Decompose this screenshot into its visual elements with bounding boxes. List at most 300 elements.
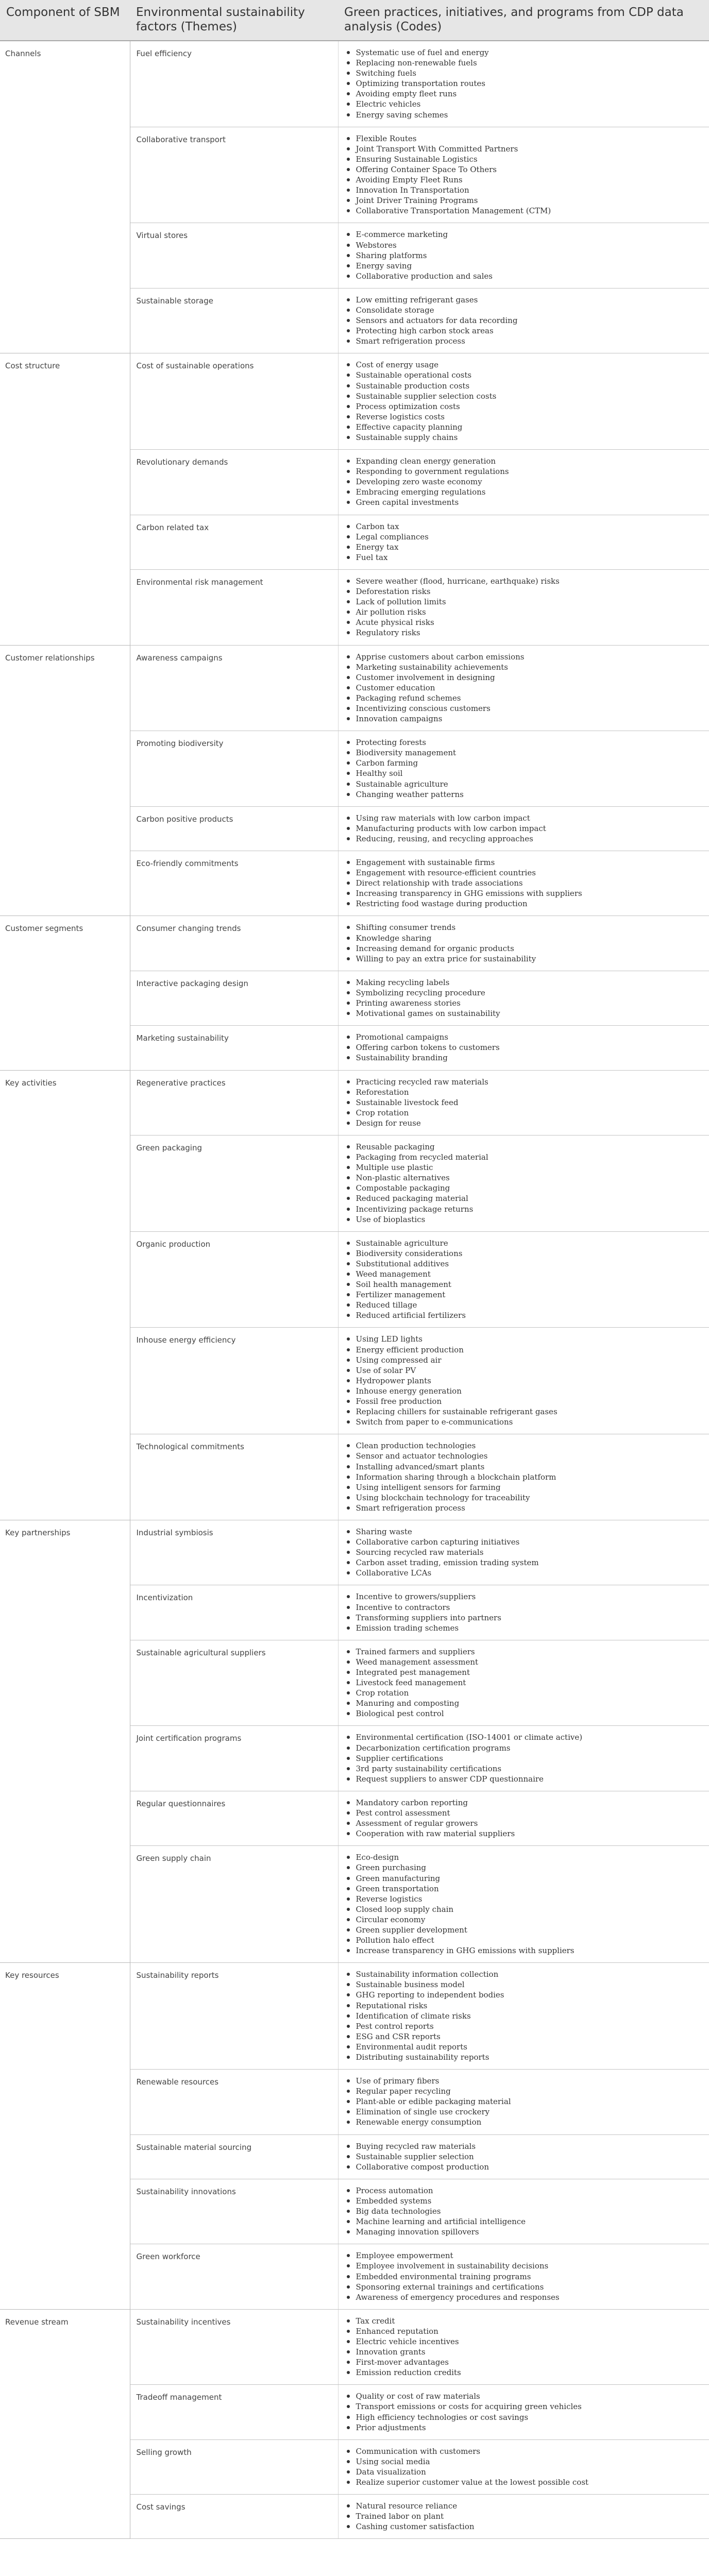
- component-cell: Revenue stream: [0, 2309, 130, 2539]
- code-item: Legal compliances: [345, 532, 704, 542]
- code-item: Webstores: [345, 240, 704, 250]
- code-item: Sensor and actuator technologies: [345, 1451, 704, 1461]
- code-item: Energy saving schemes: [345, 110, 704, 120]
- code-item: Eco-design: [345, 1852, 704, 1862]
- code-item: Green transportation: [345, 1884, 704, 1894]
- code-item: Optimizing transportation routes: [345, 78, 704, 89]
- code-item: Avoiding Empty Fleet Runs: [345, 175, 704, 185]
- codes-list: [345, 652, 704, 724]
- codes-cell: [338, 916, 709, 971]
- code-item: Sustainable business model: [345, 1979, 704, 1990]
- code-item: Direct relationship with trade associations: [345, 878, 704, 888]
- code-item: Biological pest control: [345, 1708, 704, 1719]
- header-themes: Environmental sustainability factors (Themes): [130, 0, 338, 41]
- code-item: Information sharing through a blockchain platform: [345, 1472, 704, 1482]
- codes-cell: [338, 2439, 709, 2494]
- codes-list: [345, 1238, 704, 1321]
- code-item: Biodiversity considerations: [345, 1248, 704, 1259]
- code-item: Integrated pest management: [345, 1667, 704, 1677]
- code-item: Sustainable operational costs: [345, 370, 704, 380]
- code-item: Tax credit: [345, 2316, 704, 2326]
- code-item: Managing innovation spillovers: [345, 2227, 704, 2237]
- codes-list: [345, 813, 704, 844]
- codes-cell: [338, 1640, 709, 1726]
- code-item: Printing awareness stories: [345, 998, 704, 1008]
- codes-list: [345, 2446, 704, 2487]
- code-item: Cost of energy usage: [345, 360, 704, 370]
- code-item: Quality or cost of raw materials: [345, 2391, 704, 2401]
- code-item: Promotional campaigns: [345, 1032, 704, 1042]
- code-item: Pollution halo effect: [345, 1935, 704, 1945]
- theme-cell: Green packaging: [130, 1135, 338, 1231]
- codes-cell: [338, 515, 709, 569]
- code-item: Reducing, reusing, and recycling approaches: [345, 834, 704, 844]
- code-item: First-mover advantages: [345, 2357, 704, 2367]
- component-cell: Channels: [0, 41, 130, 353]
- codes-list: [345, 922, 704, 963]
- code-item: ESG and CSR reports: [345, 2031, 704, 2042]
- codes-cell: [338, 2244, 709, 2309]
- code-item: Reverse logistics: [345, 1894, 704, 1904]
- code-item: Embedded environmental training programs: [345, 2272, 704, 2282]
- theme-cell: Sustainability reports: [130, 1963, 338, 2070]
- codes-list: [345, 133, 704, 216]
- theme-cell: Collaborative transport: [130, 127, 338, 223]
- codes-list: [345, 1032, 704, 1063]
- code-item: Sustainable supplier selection costs: [345, 391, 704, 401]
- code-item: Green supplier development: [345, 1925, 704, 1935]
- code-item: Protecting high carbon stock areas: [345, 326, 704, 336]
- code-item: Assessment of regular growers: [345, 1818, 704, 1828]
- code-item: Transforming suppliers into partners: [345, 1613, 704, 1623]
- codes-cell: [338, 2309, 709, 2385]
- code-item: Using LED lights: [345, 1334, 704, 1344]
- code-item: Increasing transparency in GHG emissions with suppliers: [345, 888, 704, 899]
- code-item: Soil health management: [345, 1279, 704, 1290]
- codes-cell: [338, 645, 709, 731]
- code-item: Incentive to contractors: [345, 1602, 704, 1613]
- code-item: E-commerce marketing: [345, 229, 704, 240]
- code-item: Healthy soil: [345, 768, 704, 778]
- code-item: Energy efficient production: [345, 1345, 704, 1355]
- code-item: Incentive to growers/suppliers: [345, 1591, 704, 1602]
- codes-list: [345, 229, 704, 281]
- code-item: Packaging from recycled material: [345, 1152, 704, 1162]
- code-item: Severe weather (flood, hurricane, earthquake) risks: [345, 576, 704, 586]
- code-item: Emission trading schemes: [345, 1623, 704, 1633]
- code-item: Green manufacturing: [345, 1873, 704, 1884]
- code-item: Avoiding empty fleet runs: [345, 89, 704, 99]
- code-item: Reverse logistics costs: [345, 412, 704, 422]
- code-item: Compostable packaging: [345, 1183, 704, 1193]
- code-item: Joint Transport With Committed Partners: [345, 144, 704, 154]
- code-item: Restricting food wastage during production: [345, 899, 704, 909]
- code-item: Trained farmers and suppliers: [345, 1647, 704, 1657]
- table-row: [0, 353, 709, 450]
- code-item: Collaborative LCAs: [345, 1568, 704, 1578]
- table-row: [0, 1963, 709, 2070]
- code-item: High efficiency technologies or cost savings: [345, 2412, 704, 2422]
- codes-cell: [338, 127, 709, 223]
- code-item: Air pollution risks: [345, 607, 704, 617]
- theme-cell: Incentivization: [130, 1585, 338, 1640]
- theme-cell: Eco-friendly commitments: [130, 851, 338, 916]
- codes-list: [345, 2250, 704, 2302]
- code-item: Energy saving: [345, 261, 704, 271]
- codes-list: [345, 857, 704, 909]
- code-item: Consolidate storage: [345, 305, 704, 315]
- component-cell: Customer relationships: [0, 645, 130, 916]
- code-item: Cashing customer satisfaction: [345, 2521, 704, 2532]
- code-item: Emission reduction credits: [345, 2367, 704, 2378]
- code-item: Switch from paper to e-communications: [345, 1417, 704, 1427]
- code-item: Carbon farming: [345, 758, 704, 768]
- code-item: Systematic use of fuel and energy: [345, 47, 704, 58]
- codes-cell: [338, 1846, 709, 1963]
- code-item: Use of bioplastics: [345, 1214, 704, 1225]
- code-item: Renewable energy consumption: [345, 2117, 704, 2127]
- code-item: Reduced artificial fertilizers: [345, 1310, 704, 1320]
- code-item: Fuel tax: [345, 552, 704, 563]
- code-item: Electric vehicle incentives: [345, 2336, 704, 2347]
- theme-cell: Regular questionnaires: [130, 1791, 338, 1845]
- theme-cell: Renewable resources: [130, 2070, 338, 2134]
- codes-list: [345, 1440, 704, 1513]
- codes-cell: [338, 1726, 709, 1791]
- code-item: Multiple use plastic: [345, 1162, 704, 1173]
- code-item: Fertilizer management: [345, 1290, 704, 1300]
- theme-cell: Carbon related tax: [130, 515, 338, 569]
- code-item: Supplier certifications: [345, 1753, 704, 1764]
- codes-cell: [338, 1070, 709, 1135]
- code-item: Environmental audit reports: [345, 2042, 704, 2052]
- theme-cell: Carbon positive products: [130, 806, 338, 851]
- codes-cell: [338, 450, 709, 515]
- codes-list: [345, 47, 704, 120]
- code-item: Elimination of single use crockery: [345, 2107, 704, 2117]
- code-item: Responding to government regulations: [345, 466, 704, 477]
- code-item: Sharing waste: [345, 1527, 704, 1537]
- codes-list: [345, 456, 704, 507]
- code-item: Motivational games on sustainability: [345, 1008, 704, 1019]
- code-item: Weed management assessment: [345, 1657, 704, 1667]
- component-cell: Key activities: [0, 1070, 130, 1520]
- codes-cell: [338, 1434, 709, 1520]
- code-item: Sustainable agriculture: [345, 779, 704, 789]
- code-item: Environmental certification (ISO-14001 or climate active): [345, 1732, 704, 1742]
- code-item: Sourcing recycled raw materials: [345, 1547, 704, 1557]
- codes-list: [345, 1969, 704, 2062]
- theme-cell: Awareness campaigns: [130, 645, 338, 731]
- codes-cell: [338, 2134, 709, 2179]
- code-item: Pest control reports: [345, 2021, 704, 2031]
- code-item: Reusable packaging: [345, 1142, 704, 1152]
- codes-cell: [338, 353, 709, 450]
- theme-cell: Tradeoff management: [130, 2385, 338, 2439]
- component-cell: Customer segments: [0, 916, 130, 1070]
- code-item: Mandatory carbon reporting: [345, 1798, 704, 1808]
- code-item: Embracing emerging regulations: [345, 487, 704, 497]
- theme-cell: Inhouse energy efficiency: [130, 1328, 338, 1434]
- theme-cell: Organic production: [130, 1231, 338, 1328]
- theme-cell: Sustainability incentives: [130, 2309, 338, 2385]
- code-item: Manufacturing products with low carbon impact: [345, 823, 704, 834]
- codes-list: [345, 1077, 704, 1128]
- codes-list: [345, 2501, 704, 2532]
- theme-cell: Selling growth: [130, 2439, 338, 2494]
- code-item: Use of solar PV: [345, 1365, 704, 1376]
- theme-cell: Revolutionary demands: [130, 450, 338, 515]
- code-item: Effective capacity planning: [345, 422, 704, 432]
- code-item: Replacing non-renewable fuels: [345, 58, 704, 68]
- codes-cell: [338, 41, 709, 127]
- code-item: Customer education: [345, 683, 704, 693]
- table-row: [0, 916, 709, 971]
- code-item: Increasing demand for organic products: [345, 943, 704, 954]
- code-item: Acute physical risks: [345, 617, 704, 628]
- codes-cell: [338, 731, 709, 807]
- table-row: [0, 1070, 709, 1135]
- code-item: Sustainable livestock feed: [345, 1097, 704, 1108]
- code-item: Sustainable agriculture: [345, 1238, 704, 1248]
- code-item: Collaborative carbon capturing initiatives: [345, 1537, 704, 1547]
- code-item: Livestock feed management: [345, 1677, 704, 1688]
- theme-cell: Promoting biodiversity: [130, 731, 338, 807]
- code-item: Transport emissions or costs for acquiring green vehicles: [345, 2401, 704, 2412]
- code-item: Plant-able or edible packaging material: [345, 2096, 704, 2107]
- codes-list: [345, 2185, 704, 2237]
- code-item: Inhouse energy generation: [345, 1386, 704, 1396]
- codes-cell: [338, 851, 709, 916]
- code-item: Buying recycled raw materials: [345, 2141, 704, 2151]
- code-item: Packaging refund schemes: [345, 693, 704, 703]
- code-item: Biodiversity management: [345, 748, 704, 758]
- header-component: Component of SBM: [0, 0, 130, 41]
- codes-cell: [338, 806, 709, 851]
- codes-cell: [338, 1520, 709, 1585]
- code-item: Use of primary fibers: [345, 2076, 704, 2086]
- code-item: Low emitting refrigerant gases: [345, 295, 704, 305]
- theme-cell: Green workforce: [130, 2244, 338, 2309]
- codes-cell: [338, 2179, 709, 2244]
- code-item: Making recycling labels: [345, 977, 704, 988]
- theme-cell: Marketing sustainability: [130, 1026, 338, 1070]
- code-item: Trained labor on plant: [345, 2511, 704, 2521]
- code-item: Incentivizing package returns: [345, 1204, 704, 1214]
- codes-list: [345, 1334, 704, 1427]
- code-item: Customer involvement in designing: [345, 672, 704, 683]
- codes-cell: [338, 1791, 709, 1845]
- code-item: Developing zero waste economy: [345, 477, 704, 487]
- code-item: Non-plastic alternatives: [345, 1173, 704, 1183]
- code-item: Marketing sustainability achievements: [345, 662, 704, 672]
- codes-list: [345, 360, 704, 443]
- code-item: Pest control assessment: [345, 1808, 704, 1818]
- codes-cell: [338, 288, 709, 353]
- code-item: Realize superior customer value at the lowest possible cost: [345, 2477, 704, 2487]
- code-item: Sponsoring external trainings and certifications: [345, 2282, 704, 2292]
- code-item: Symbolizing recycling procedure: [345, 988, 704, 998]
- code-item: Carbon asset trading, emission trading system: [345, 1557, 704, 1568]
- theme-cell: Sustainable storage: [130, 288, 338, 353]
- code-item: Regulatory risks: [345, 628, 704, 638]
- code-item: Request suppliers to answer CDP questionnaire: [345, 1774, 704, 1784]
- code-item: Smart refrigeration process: [345, 1503, 704, 1513]
- code-item: Sustainable production costs: [345, 381, 704, 391]
- code-item: Switching fuels: [345, 68, 704, 78]
- theme-cell: Fuel efficiency: [130, 41, 338, 127]
- code-item: Willing to pay an extra price for sustainability: [345, 954, 704, 964]
- code-item: Decarbonization certification programs: [345, 1743, 704, 1753]
- codes-list: [345, 521, 704, 563]
- codes-list: [345, 1732, 704, 1784]
- codes-list: [345, 1527, 704, 1578]
- codes-list: [345, 1798, 704, 1839]
- codes-cell: [338, 569, 709, 645]
- code-item: Collaborative production and sales: [345, 271, 704, 281]
- component-cell: Key resources: [0, 1963, 130, 2310]
- codes-list: [345, 977, 704, 1019]
- code-item: Innovation In Transportation: [345, 185, 704, 195]
- code-item: Incentivizing conscious customers: [345, 703, 704, 714]
- codes-list: [345, 1852, 704, 1956]
- code-item: Practicing recycled raw materials: [345, 1077, 704, 1087]
- code-item: Natural resource reliance: [345, 2501, 704, 2511]
- code-item: Identification of climate risks: [345, 2011, 704, 2021]
- codes-cell: [338, 1963, 709, 2070]
- code-item: Communication with customers: [345, 2446, 704, 2456]
- code-item: Employee empowerment: [345, 2250, 704, 2261]
- theme-cell: Joint certification programs: [130, 1726, 338, 1791]
- codes-cell: [338, 1585, 709, 1640]
- codes-list: [345, 2076, 704, 2127]
- code-item: Fossil free production: [345, 1396, 704, 1406]
- table-row: [0, 645, 709, 731]
- code-item: Smart refrigeration process: [345, 336, 704, 346]
- code-item: Process automation: [345, 2185, 704, 2196]
- codes-cell: [338, 1026, 709, 1070]
- code-item: Using blockchain technology for traceability: [345, 1493, 704, 1503]
- code-item: Energy tax: [345, 542, 704, 552]
- code-item: Sensors and actuators for data recording: [345, 315, 704, 326]
- code-item: Knowledge sharing: [345, 933, 704, 943]
- code-item: Deforestation risks: [345, 586, 704, 597]
- code-item: Carbon tax: [345, 521, 704, 532]
- code-item: Replacing chillers for sustainable refrigerant gases: [345, 1406, 704, 1417]
- code-item: GHG reporting to independent bodies: [345, 1990, 704, 2000]
- codes-list: [345, 2141, 704, 2172]
- theme-cell: Regenerative practices: [130, 1070, 338, 1135]
- component-cell: Key partnerships: [0, 1520, 130, 1962]
- code-item: Hydropower plants: [345, 1376, 704, 1386]
- codes-list: [345, 1591, 704, 1633]
- theme-cell: Interactive packaging design: [130, 971, 338, 1025]
- theme-cell: Industrial symbiosis: [130, 1520, 338, 1585]
- codes-list: [345, 576, 704, 638]
- code-item: Cooperation with raw material suppliers: [345, 1828, 704, 1839]
- theme-cell: Environmental risk management: [130, 569, 338, 645]
- code-item: Sustainable supplier selection: [345, 2151, 704, 2162]
- code-item: Distributing sustainability reports: [345, 2052, 704, 2062]
- code-item: Reforestation: [345, 1087, 704, 1097]
- code-item: Expanding clean energy generation: [345, 456, 704, 466]
- theme-cell: Consumer changing trends: [130, 916, 338, 971]
- codes-list: [345, 1647, 704, 1719]
- theme-cell: Sustainable agricultural suppliers: [130, 1640, 338, 1726]
- code-item: Offering carbon tokens to customers: [345, 1042, 704, 1053]
- theme-cell: Sustainability innovations: [130, 2179, 338, 2244]
- code-item: Reputational risks: [345, 2001, 704, 2011]
- code-item: Awareness of emergency procedures and responses: [345, 2292, 704, 2302]
- code-item: Using social media: [345, 2456, 704, 2467]
- codes-list: [345, 2391, 704, 2432]
- theme-cell: Sustainable material sourcing: [130, 2134, 338, 2179]
- code-item: 3rd party sustainability certifications: [345, 1764, 704, 1774]
- theme-cell: Virtual stores: [130, 223, 338, 288]
- component-cell: Cost structure: [0, 353, 130, 645]
- code-item: Electric vehicles: [345, 99, 704, 109]
- theme-cell: Cost of sustainable operations: [130, 353, 338, 450]
- codes-cell: [338, 1135, 709, 1231]
- code-item: Substitutional additives: [345, 1259, 704, 1269]
- code-item: Machine learning and artificial intelligence: [345, 2216, 704, 2227]
- code-item: Regular paper recycling: [345, 2086, 704, 2096]
- codes-cell: [338, 2070, 709, 2134]
- code-item: Innovation campaigns: [345, 714, 704, 724]
- codes-list: [345, 737, 704, 800]
- code-item: Clean production technologies: [345, 1440, 704, 1451]
- table-row: [0, 2309, 709, 2385]
- code-item: Weed management: [345, 1269, 704, 1279]
- code-item: Enhanced reputation: [345, 2326, 704, 2336]
- code-item: Reduced packaging material: [345, 1193, 704, 1204]
- code-item: Increase transparency in GHG emissions with suppliers: [345, 1945, 704, 1956]
- table-body: [0, 41, 709, 2539]
- code-item: Green capital investments: [345, 497, 704, 507]
- code-item: Design for reuse: [345, 1118, 704, 1128]
- code-item: Shifting consumer trends: [345, 922, 704, 933]
- code-item: Installing advanced/smart plants: [345, 1462, 704, 1472]
- code-item: Collaborative compost production: [345, 2162, 704, 2172]
- codes-list: [345, 295, 704, 346]
- code-item: Changing weather patterns: [345, 789, 704, 800]
- code-item: Ensuring Sustainable Logistics: [345, 154, 704, 164]
- code-item: Engagement with resource-efficient countries: [345, 868, 704, 878]
- code-item: Sharing platforms: [345, 250, 704, 261]
- header-row: [0, 0, 709, 41]
- code-item: Closed loop supply chain: [345, 1904, 704, 1914]
- code-item: Lack of pollution limits: [345, 597, 704, 607]
- code-item: Joint Driver Training Programs: [345, 195, 704, 206]
- code-item: Crop rotation: [345, 1688, 704, 1698]
- codes-cell: [338, 2385, 709, 2439]
- code-item: Big data technologies: [345, 2206, 704, 2216]
- codes-cell: [338, 971, 709, 1025]
- theme-cell: Cost savings: [130, 2495, 338, 2539]
- code-item: Innovation grants: [345, 2347, 704, 2357]
- code-item: Sustainability information collection: [345, 1969, 704, 1979]
- code-item: Flexible Routes: [345, 133, 704, 144]
- code-item: Manuring and composting: [345, 1698, 704, 1708]
- table-header: [0, 0, 709, 41]
- table-row: [0, 1520, 709, 1585]
- code-item: Employee involvement in sustainability decisions: [345, 2261, 704, 2271]
- code-item: Reduced tillage: [345, 1300, 704, 1310]
- code-item: Protecting forests: [345, 737, 704, 748]
- table-row: [0, 41, 709, 127]
- theme-cell: Technological commitments: [130, 1434, 338, 1520]
- code-item: Prior adjustments: [345, 2422, 704, 2433]
